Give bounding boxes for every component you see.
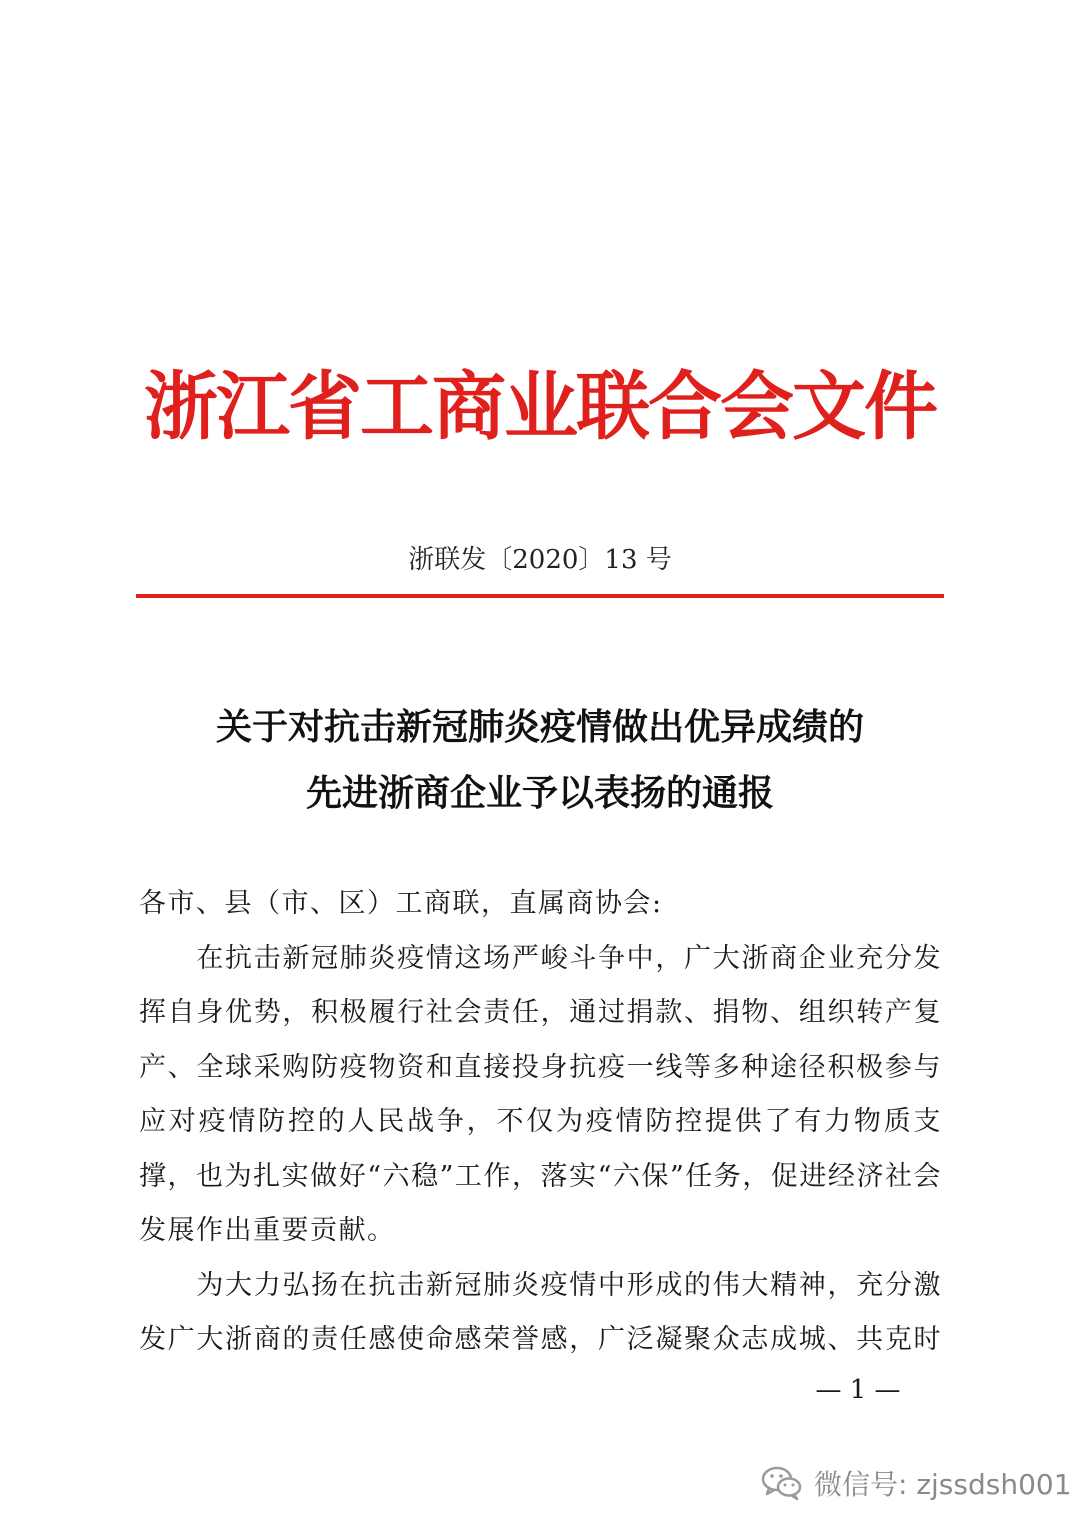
notice-body: [139, 877, 942, 1368]
body-line: 发展作出重要贡献。: [139, 1215, 396, 1246]
body-line: 应对疫情防控的人民战争，不仅为疫情防控提供了有力物质支: [139, 1106, 942, 1137]
wechat-watermark: [760, 1458, 1072, 1508]
salutation-line: 各市、县（市、区）工商联，直属商协会:: [139, 888, 663, 919]
watermark-text: 微信号: zjssdsh001: [814, 1468, 1072, 1501]
notice-title-line-1: 关于对抗击新冠肺炎疫情做出优异成绩的: [215, 706, 864, 748]
notice-title: [0, 694, 1080, 826]
body-line: 为大力弘扬在抗击新冠肺炎疫情中形成的伟大精神，充分激: [139, 1269, 942, 1301]
body-line: 发广大浙商的责任感使命感荣誉感，广泛凝聚众志成城、共克时: [139, 1324, 942, 1355]
body-line: 挥自身优势，积极履行社会责任，通过捐款、捐物、组织转产复: [139, 997, 942, 1028]
page-number: — 1 —: [815, 1375, 901, 1405]
body-line: 在抗击新冠肺炎疫情这场严峻斗争中，广大浙商企业充分发: [139, 942, 942, 974]
document-number: 浙联发〔2020〕13 号: [408, 545, 672, 575]
red-divider: [136, 594, 944, 598]
wechat-icon: [760, 1464, 804, 1502]
masthead-title: 浙江省工商业联合会文件: [144, 364, 936, 450]
body-line: 撑，也为扎实做好“六稳”工作，落实“六保”任务，促进经济社会: [139, 1160, 942, 1192]
body-line: 产、全球采购防疫物资和直接投身抗疫一线等多种途径积极参与: [139, 1051, 942, 1083]
notice-title-line-2: 先进浙商企业予以表扬的通报: [305, 772, 774, 814]
